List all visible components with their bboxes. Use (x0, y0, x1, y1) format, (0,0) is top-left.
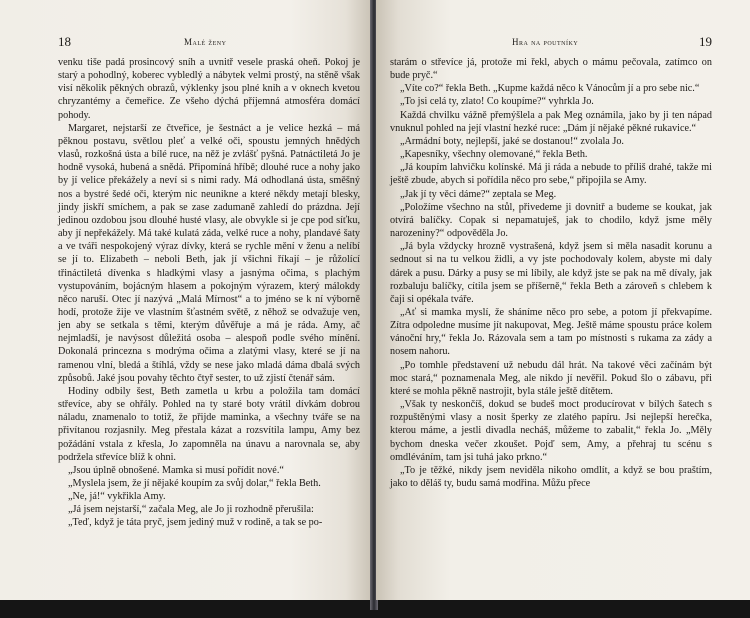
right-page-header (390, 34, 712, 56)
paragraph: venku tiše padá prosincový sníh a uvnitř vesele praská oheň. Pokoj je starý a pohodlný, koberec vybledlý a nábytek velmi prostý, na stěně však visí několik pěkných obrazů, výklenky jsou plné knih a v oknech kvetou chryzantémy a čemeřice. Ze všeho dýchá příjemná atmosféra domácí pohody. (58, 57, 360, 121)
paragraph: „Já byla vždycky hrozně vystrašená, když jsem si měla nasadit korunu a sednout si na tu velkou židli, a vy jste pochodovaly kolem, abyste mi daly dárek a pusu. Dárky a pusy se mi líbily, ale když jste se pak na mě dívaly, jak rozbaluju balíčky, cítila jsem se příšerně,“ řekla Beth a zároveň s chlebem k čaji si opékala tváře. (390, 241, 712, 305)
right-running-head: Hra na poutníky (512, 37, 579, 47)
paragraph: Hodiny odbily šest, Beth zametla u krbu a položila tam domácí střevíce, aby se ohřály. Pohled na ty staré boty vrátil dívkám dobrou náladu, znamenalo to totiž, že přijde maminka, a všechny tváře se na přivítanou rozjasnily. Meg přestala kázat a rozsvítila lampu, Amy bez požádání vstala z křesla, Jo zapomněla na únavu a narovnala se, aby podržela střevíce blíž k ohni. (58, 385, 360, 463)
paragraph: „Jak jí ty věci dáme?“ zeptala se Meg. (400, 188, 557, 200)
paragraph: „Armádní boty, nejlepší, jaké se dostanou!“ zvolala Jo. (400, 135, 624, 147)
paragraph: „Víte co?“ řekla Beth. „Kupme každá něco k Vánocům jí a pro sebe nic.“ (400, 83, 700, 95)
left-page-text (58, 56, 360, 530)
paragraph: „Jsou úplně obnošené. Mamka si musí pořídit nové.“ (68, 464, 284, 476)
left-running-head: Malé ženy (184, 37, 227, 47)
paragraph: „To je těžké, nikdy jsem neviděla nikoho omdlít, a když se bou praštím, jako to děláš ty, budu samá modřina. Můžu přece (390, 464, 712, 489)
paragraph: „Však ty neskončíš, dokud se budeš moct producírovat v bílých šatech s rozpuštěnými vlasy a nosit šperky ze zlatého papíru. Jsi nejlepší herečka, kterou máme, a jestli divadla necháš, můžeme to zabalit,“ řekla Jo. „Měly bychom dneska večer zkoušet. Pojď sem, Amy, a přehraj tu scénu s omdléváním, tam jsi tuhá jako prkno.“ (390, 399, 712, 463)
paragraph: „Kapesníky, všechny olemované,“ řekla Beth. (400, 149, 588, 161)
left-page-number: 18 (58, 34, 71, 49)
paragraph: starám o střevíce já, protože mi řekl, abych o mámu pečovala, zatímco on bude pryč.“ (390, 57, 712, 82)
paragraph: „Já koupím lahvičku kolínské. Má ji ráda a nebude to příliš drahé, takže mi ještě zbude, abych si pořídila něco pro sebe,“ připojila se Amy. (390, 162, 712, 187)
paragraph: Margaret, nejstarší ze čtveřice, je šestnáct a je velice hezká – má pěknou postavu, světlou pleť a velké oči, spoustu jemných hnědých vlasů, rozkošná ústa a bílé ruce, na něž je zvlášť pyšná. Patnáctiletá Jo je hodně vysoká, hubená a snědá. Připomíná hříbě; dlouhé ruce a nohy jako by jí velice překážely a neví si s nimi rady. Má odhodlaná ústa, směšný nos a bystré šedé oči, kterým nic neunikne a které někdy metají blesky, jindy jiskří smíchem, a pak se zase zadumaně zahledí do prázdna. Její jedinou ozdobou jsou dlouhé husté vlasy, ale obvykle si je cpe pod síťku, aby jí nepřekážely. Má také kulatá záda, velké ruce a nohy, plandavé šaty a ve tváři nespokojený výraz dívky, která se rychle mění v ženu a nelíbí se jí to. Elizabeth – neboli Beth, jak jí všichni říkají – je růžolící třináctiletá dívenka s hladkými vlasy a jasnýma očima, s plachým vystupováním, bojácným hlasem a pokojným výrazem, který málokdy něco naruší. Otec jí nazývá „Malá Mírnost“ a to jméno se k ní výborně hodí, protože žije ve vlastním šťastném světě, z něhož se odvažuje ven, jen aby se setkala s těmi, kterým důvěřuje a má je ráda. Amy, ač nejmladší, je navýsost důležitá osoba – alespoň podle svého mínění. Dokonalá princezna s modrýma očima a zlatými vlasy, které se jí na ramenou vlní, bledá a štíhlá, vždy se nese jako mladá dáma dbalá svých způsobů. Jaké jsou povahy těchto čtyř sester, to už zjistí čtenář sám. (58, 122, 360, 384)
paragraph: „To jsi celá ty, zlato! Co koupíme?“ vyhrkla Jo. (400, 96, 594, 108)
paragraph: „Myslela jsem, že jí nějaké koupím za svůj dolar,“ řekla Beth. (68, 478, 321, 489)
right-page (376, 0, 750, 600)
paragraph: „Teď, když je táta pryč, jsem jediný muž v rodině, a tak se po- (68, 517, 323, 529)
paragraph: Každá chvilku vážně přemýšlela a pak Meg oznámila, jako by ji ten nápad vnuknul pohled na její vlastní hezké ruce: „Dám jí nějaké pěkné rukavice.“ (390, 109, 712, 134)
paragraph: „Ne, já!“ vykřikla Amy. (68, 491, 166, 503)
paragraph: „Položíme všechno na stůl, přivedeme ji dovnitř a budeme se koukat, jak otvírá balíčky. Copak si nepamatuješ, jak to chodilo, když jsme měly narozeniny?“ odpověděla Jo. (390, 201, 712, 240)
left-page (0, 0, 372, 600)
paragraph: „Ať si mamka myslí, že sháníme něco pro sebe, a potom jí překvapíme. Zítra odpoledne musíme jít nakupovat, Meg. Ještě máme spoustu práce kolem vánoční hry,“ řekla Jo. Rázovala sem a tam po místnosti s rukama za zády a nosem nahoru. (390, 306, 712, 358)
right-page-number: 19 (699, 34, 712, 49)
left-page-header (58, 34, 360, 56)
right-page-text (390, 56, 712, 490)
paragraph: „Já jsem nejstarší,“ začala Meg, ale Jo ji rozhodně přerušila: (68, 504, 314, 516)
paragraph: „Po tomhle představení už nebudu dál hrát. Na takové věci začínám být moc stará,“ poznamenala Meg, ale nikdo jí nevěřil. Pokud šlo o zábavu, při které se mohla pěkně nastrojit, byla stále ještě dítětem. (390, 359, 712, 397)
